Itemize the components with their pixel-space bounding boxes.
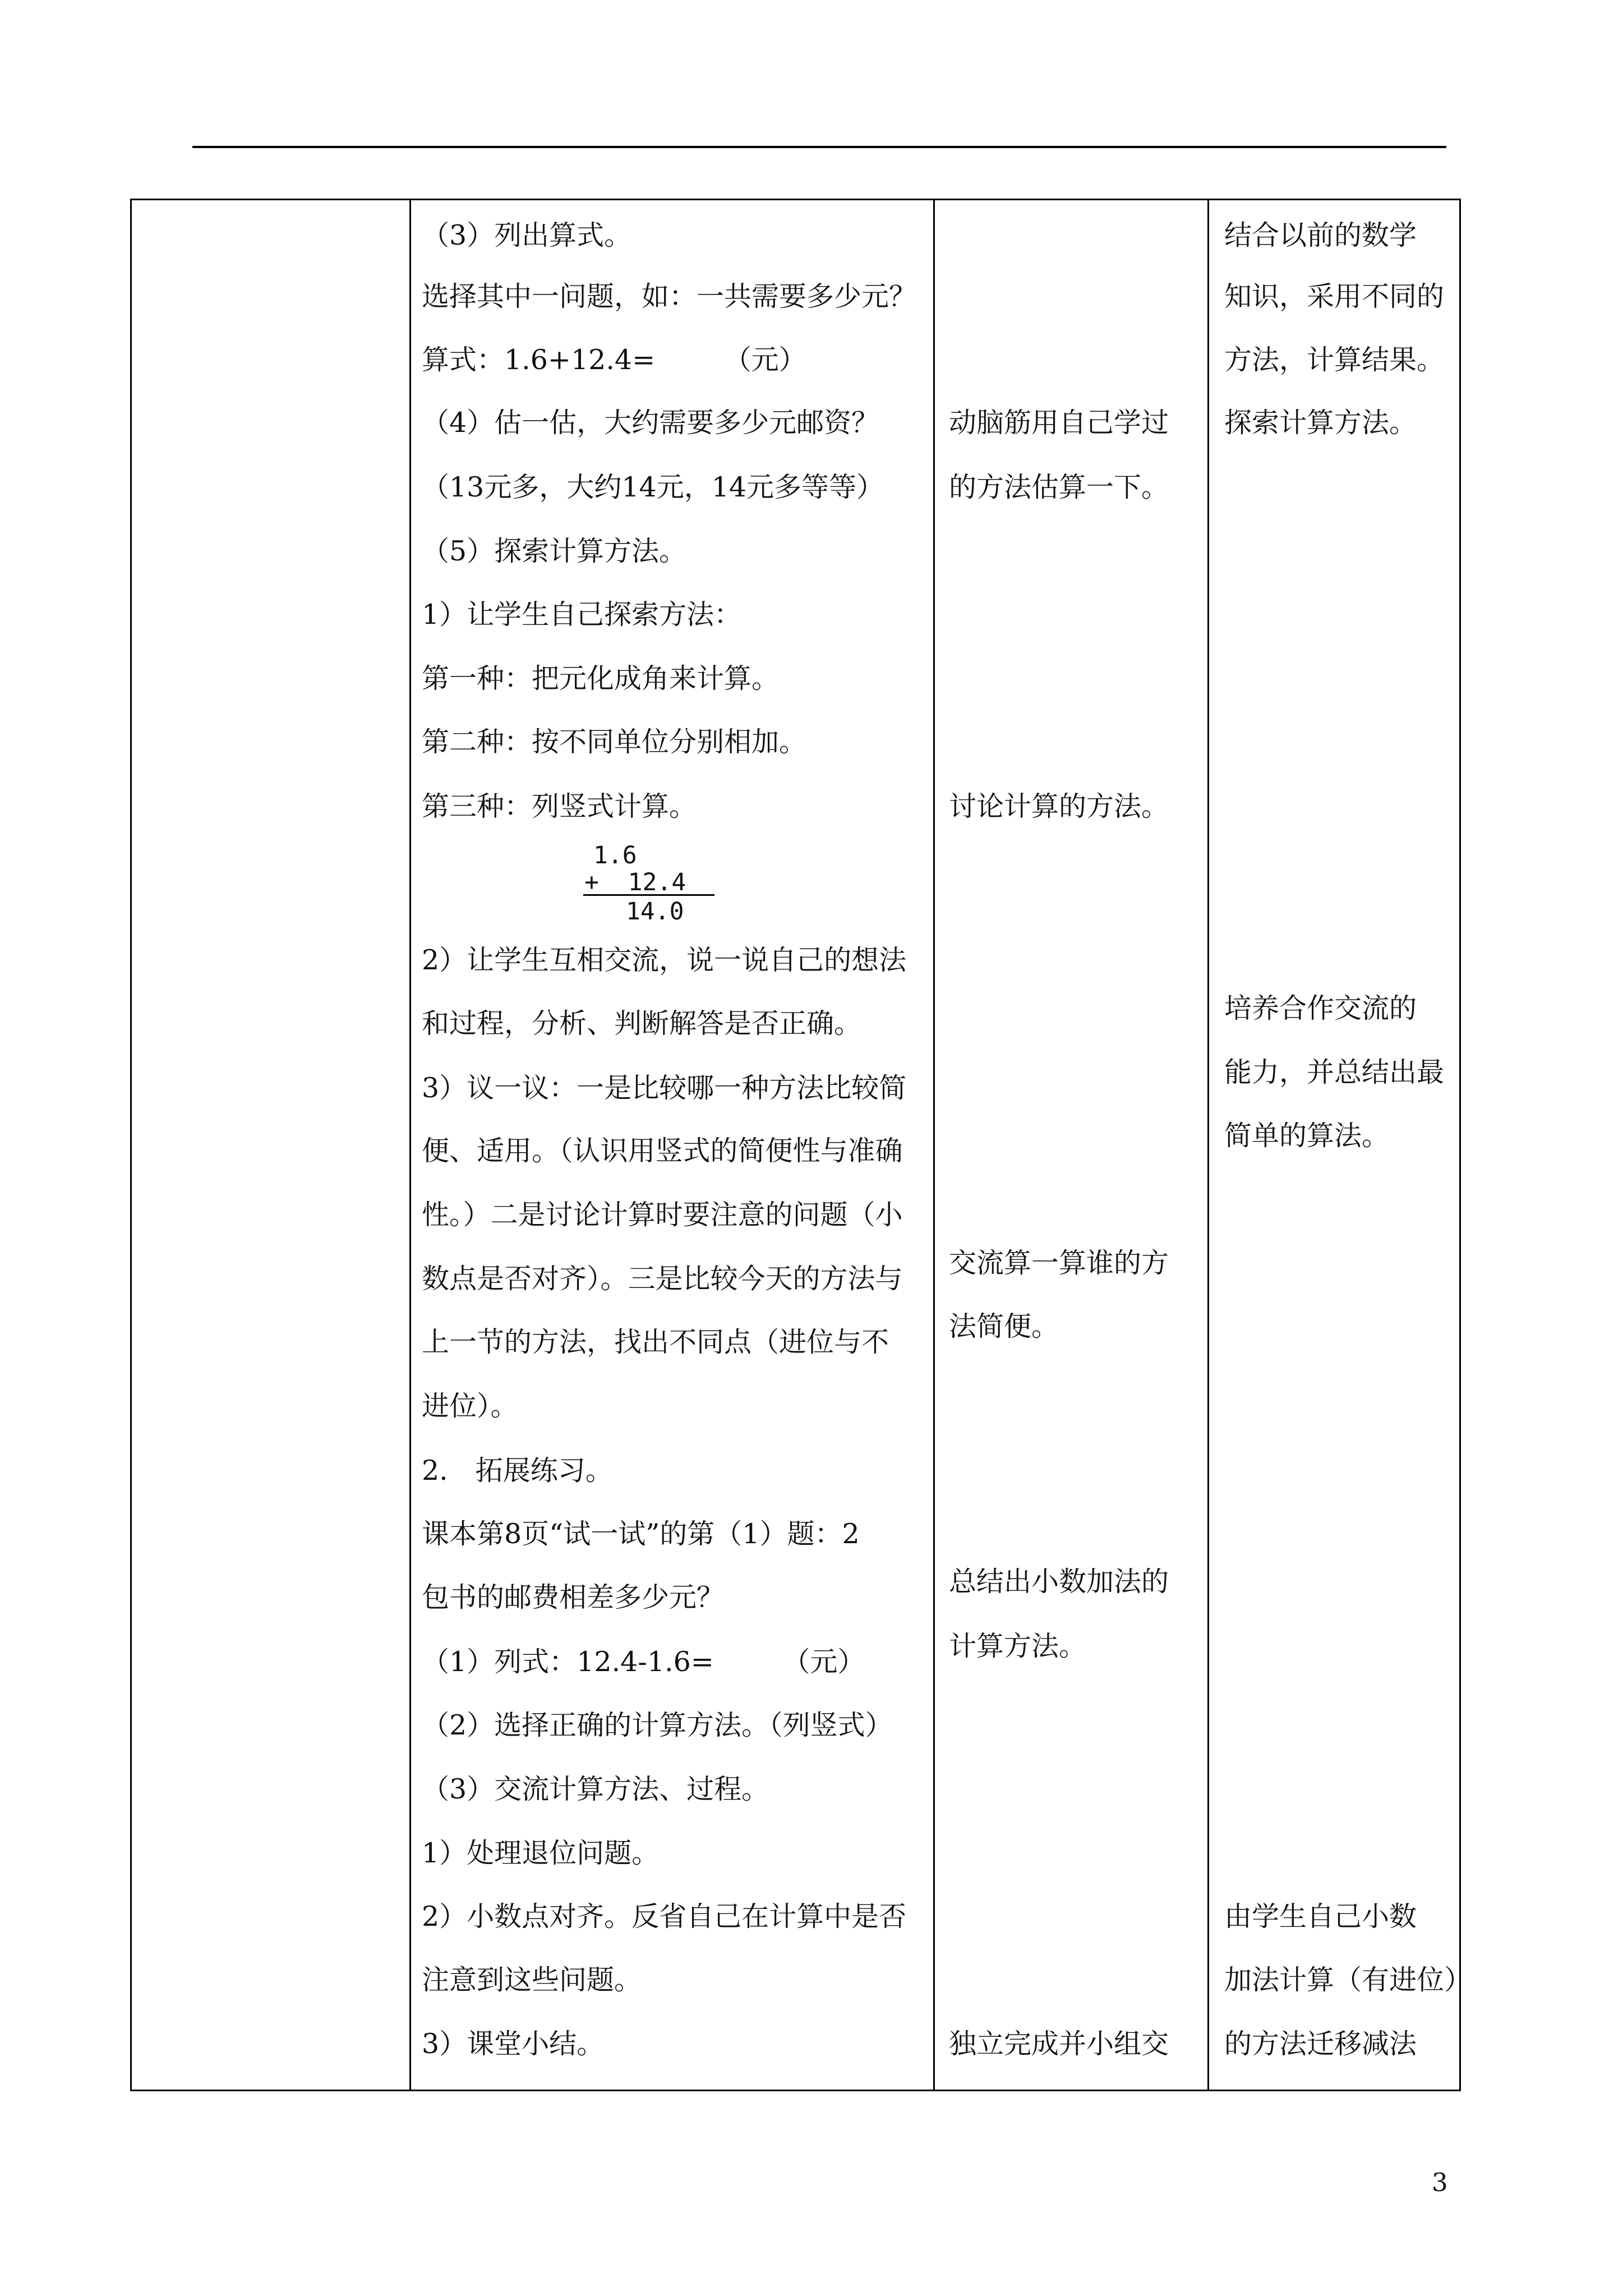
header-rule bbox=[192, 146, 1446, 148]
column4-line: 简单的算法。 bbox=[1224, 1120, 1390, 1152]
column-divider-1 bbox=[409, 199, 411, 2091]
column2-line: （13元多，大约14元，14元多等等） bbox=[422, 471, 884, 503]
column4-line: 方法，计算结果。 bbox=[1224, 344, 1445, 376]
column2-line: （5）探索计算方法。 bbox=[422, 535, 687, 567]
column2-line: 第二种：按不同单位分别相加。 bbox=[422, 726, 807, 758]
column3-line: 讨论计算的方法。 bbox=[949, 790, 1169, 822]
column2-line: 2）小数点对齐。反省自己在计算中是否 bbox=[422, 1901, 907, 1932]
column3-line: 计算方法。 bbox=[949, 1630, 1087, 1662]
column4-line: 加法计算（有进位） bbox=[1224, 1964, 1472, 1996]
column2-line: 进位）。 bbox=[422, 1390, 518, 1422]
column2-line: 注意到这些问题。 bbox=[422, 1964, 642, 1996]
column4-line: 能力，并总结出最 bbox=[1224, 1056, 1445, 1088]
column2-line: 第三种：列竖式计算。 bbox=[422, 790, 697, 822]
column3-line: 独立完成并小组交 bbox=[949, 2028, 1169, 2060]
column2-line: 课本第8页“试一试”的第（1）题：2 bbox=[422, 1518, 860, 1550]
vertical-calc-line-1: 1.6 bbox=[593, 841, 637, 869]
column2-line: 3）课堂小结。 bbox=[422, 2028, 605, 2060]
column3-line: 总结出小数加法的 bbox=[949, 1566, 1169, 1598]
page-number: 3 bbox=[1432, 2168, 1448, 2197]
column2-line: 第一种：把元化成角来计算。 bbox=[422, 662, 780, 694]
column4-line: 知识，采用不同的 bbox=[1224, 280, 1445, 312]
column4-line: 的方法迁移减法 bbox=[1224, 2028, 1417, 2060]
column3-line: 的方法估算一下。 bbox=[949, 471, 1169, 503]
column2-line: 包书的邮费相差多少元？ bbox=[422, 1581, 725, 1613]
column2-line: 2）让学生互相交流，说一说自己的想法 bbox=[422, 944, 907, 976]
vertical-calc-line-3: 14.0 bbox=[626, 898, 684, 926]
column2-line: （4）估一估，大约需要多少元邮资？ bbox=[422, 407, 879, 439]
column2-line: 1）让学生自己探索方法： bbox=[422, 599, 742, 631]
column2-line: 便、适用。（认识用竖式的简便性与准确 bbox=[422, 1135, 903, 1167]
column2-line: 3）议一议：一是比较哪一种方法比较简 bbox=[422, 1072, 907, 1104]
column2-line: （2）选择正确的计算方法。（列竖式） bbox=[422, 1709, 893, 1741]
column2-line: （3）列出算式。 bbox=[422, 219, 632, 251]
column4-line: 结合以前的数学 bbox=[1224, 219, 1417, 251]
column4-line: 由学生自己小数 bbox=[1224, 1901, 1417, 1932]
column-divider-3 bbox=[1207, 199, 1209, 2091]
vertical-calc-sum-rule bbox=[583, 894, 714, 896]
column2-line: 数点是否对齐）。三是比较今天的方法与 bbox=[422, 1263, 903, 1295]
column2-line: （1）列式：12.4-1.6= （元） bbox=[422, 1646, 865, 1678]
column4-line: 探索计算方法。 bbox=[1224, 407, 1417, 439]
column-divider-2 bbox=[933, 199, 935, 2091]
column2-line: 和过程，分析、判断解答是否正确。 bbox=[422, 1007, 862, 1039]
column3-line: 动脑筋用自己学过 bbox=[949, 407, 1169, 439]
vertical-calc-line-2: + 12.4 bbox=[584, 868, 686, 896]
column3-line: 交流算一算谁的方 bbox=[949, 1247, 1169, 1279]
column2-line: 选择其中一问题，如：一共需要多少元？ bbox=[422, 280, 917, 312]
column3-line: 法简便。 bbox=[949, 1310, 1059, 1342]
column2-line: 算式：1.6+12.4= （元） bbox=[422, 344, 806, 376]
column2-line: 性。）二是讨论计算时要注意的问题（小 bbox=[422, 1199, 903, 1231]
column2-line: 1）处理退位问题。 bbox=[422, 1837, 660, 1869]
column2-line: 2. 拓展练习。 bbox=[422, 1455, 613, 1487]
column2-line: 上一节的方法，找出不同点（进位与不 bbox=[422, 1326, 889, 1358]
column4-line: 培养合作交流的 bbox=[1224, 992, 1417, 1024]
column2-line: （3）交流计算方法、过程。 bbox=[422, 1773, 769, 1805]
